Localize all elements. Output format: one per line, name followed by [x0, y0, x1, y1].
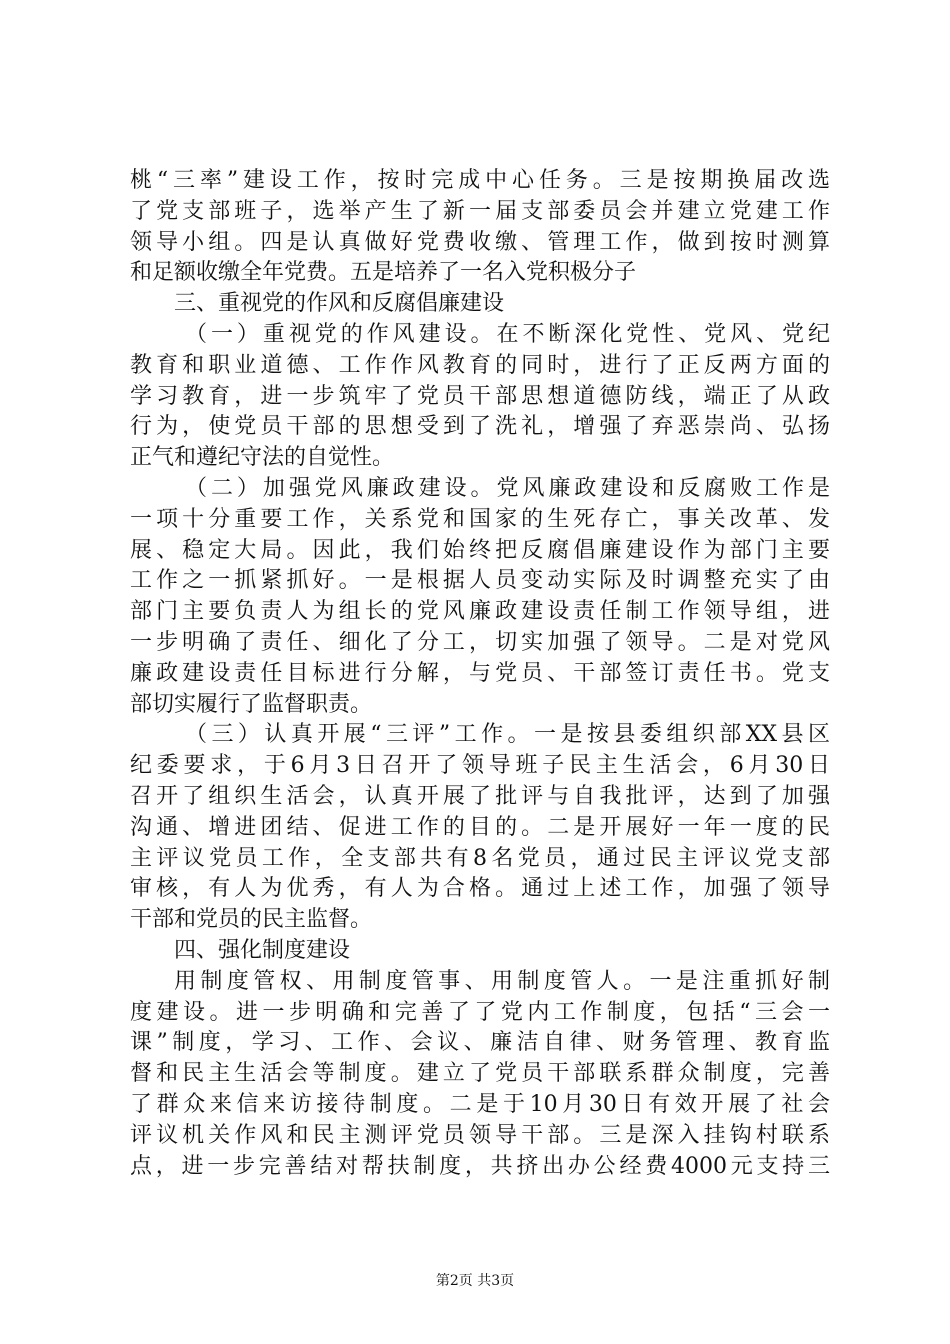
text-line: （三）认真开展“三评”工作。一是按县委组织部XX县区 — [185, 722, 830, 748]
section-heading-4: 四、强化制度建设 — [174, 937, 351, 963]
text-line: 学习教育，进一步筑牢了党员干部思想道德防线，端正了从政 — [130, 383, 830, 409]
text-line: 桃“三率”建设工作，按时完成中心任务。三是按期换届改选 — [130, 168, 830, 193]
text-line: 廉政建设责任目标进行分解，与党员、干部签订责任书。党支 — [130, 660, 830, 686]
text-line: （二）加强党风廉政建设。党风廉政建设和反腐败工作是 — [185, 475, 830, 501]
text-line: 评议机关作风和民主测评党员领导干部。三是深入挂钩村联系 — [130, 1122, 830, 1148]
text-line: 召开了组织生活会，认真开展了批评与自我批评，达到了加强 — [130, 783, 830, 809]
text-line: 点，进一步完善结对帮扶制度，共挤出办公经费4000元支持三 — [130, 1153, 830, 1179]
text-line: 了群众来信来访接待制度。二是于10月30日有效开展了社会 — [130, 1091, 830, 1117]
page-number-footer: 第2页 共3页 — [435, 1273, 515, 1289]
section-heading-3: 三、重视党的作风和反腐倡廉建设 — [174, 291, 505, 317]
text-line: 一步明确了责任、细化了分工，切实加强了领导。二是对党风 — [130, 629, 830, 655]
text-line: 督和民主生活会等制度。建立了党员干部联系群众制度，完善 — [130, 1061, 830, 1087]
text-line: 主评议党员工作，全支部共有8名党员，通过民主评议党支部 — [130, 845, 830, 871]
text-line: 正气和遵纪守法的自觉性。 — [130, 445, 395, 471]
text-line: 课”制度，学习、工作、会议、廉洁自律、财务管理、教育监 — [130, 1030, 830, 1056]
text-line: 审核，有人为优秀，有人为合格。通过上述工作，加强了领导 — [130, 876, 830, 902]
text-line: 干部和党员的民主监督。 — [130, 907, 373, 933]
text-line: 部门主要负责人为组长的党风廉政建设责任制工作领导组，进 — [130, 599, 830, 625]
text-line: 领导小组。四是认真做好党费收缴、管理工作，做到按时测算 — [130, 229, 830, 255]
text-line: 工作之一抓紧抓好。一是根据人员变动实际及时调整充实了由 — [130, 568, 830, 594]
text-line: 了党支部班子，选举产生了新一届支部委员会并建立党建工作 — [130, 198, 830, 224]
text-line: 度建设。进一步明确和完善了了党内工作制度，包括“三会一 — [130, 999, 830, 1025]
text-line: 行为，使党员干部的思想受到了洗礼，增强了弃恶崇尚、弘扬 — [130, 414, 830, 440]
text-line: 部切实履行了监督职责。 — [130, 691, 373, 717]
text-line: 纪委要求，于6月3日召开了领导班子民主生活会，6月30日 — [130, 753, 830, 779]
text-line: 展、稳定大局。因此，我们始终把反腐倡廉建设作为部门主要 — [130, 537, 830, 563]
text-line: 沟通、增进团结、促进工作的目的。二是开展好一年一度的民 — [130, 814, 830, 840]
text-line: 一项十分重要工作，关系党和国家的生死存亡，事关改革、发 — [130, 506, 830, 532]
document-body — [130, 166, 830, 1182]
text-line: 教育和职业道德、工作作风教育的同时，进行了正反两方面的 — [130, 352, 830, 378]
text-line: （一）重视党的作风建设。在不断深化党性、党风、党纪 — [185, 321, 830, 347]
text-line: 和足额收缴全年党费。五是培养了一名入党积极分子 — [130, 260, 637, 286]
text-line: 用制度管权、用制度管事、用制度管人。一是注重抓好制 — [174, 968, 830, 994]
